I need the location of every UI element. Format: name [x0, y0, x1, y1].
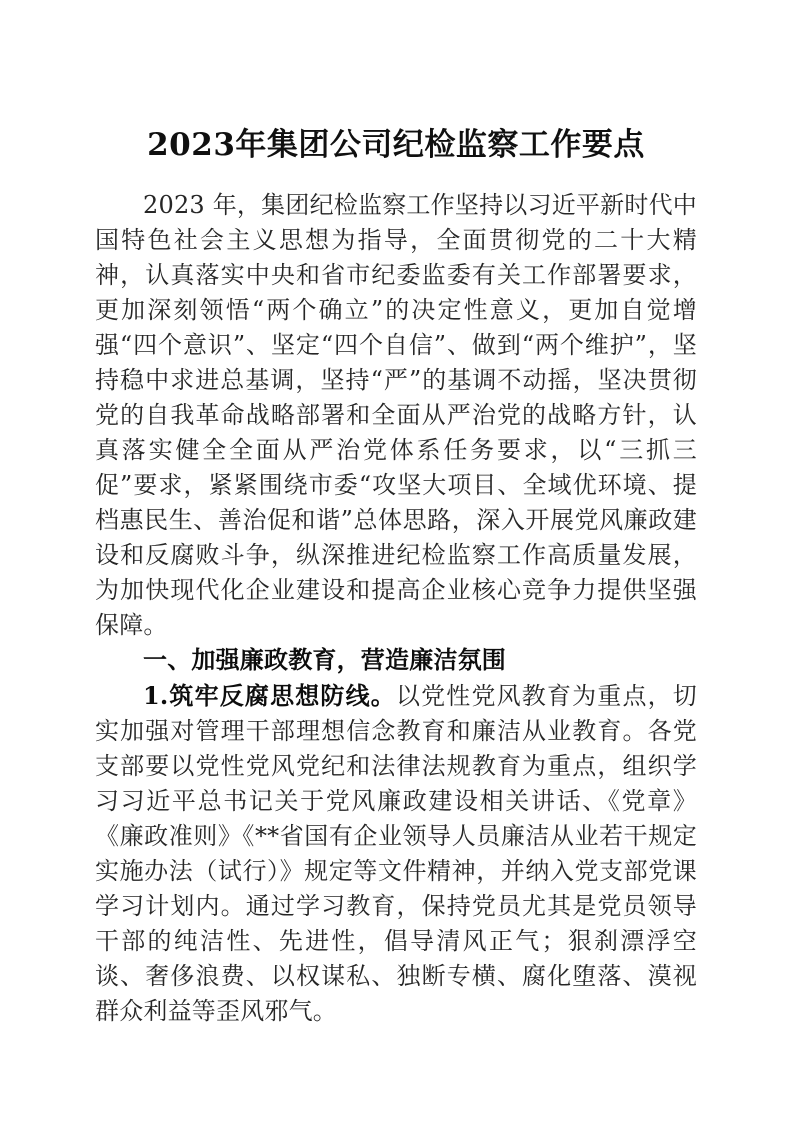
paragraph-item-1: [95, 678, 697, 1029]
item-1-body-text: 以党性党风教育为重点，切实加强对管理干部理想信念教育和廉洁从业教育。各党支部要以党性党风党纪和法律法规教育为重点，组织学习习近平总书记关于党风廉政建设相关讲话、《党章》《廉政准则》《**省国有企业领导人员廉洁从业若干规定实施办法（试行）》规定等文件精神，并纳入党支部党课学习计划内。通过学习教育，保持党员尤其是党员领导干部的纯洁性、先进性，倡导清风正气；狠刹漂浮空谈、奢侈浪费、以权谋私、独断专横、腐化堕落、漠视群众利益等歪风邪气。: [95, 682, 697, 1025]
section-heading-1: 一、加强廉政教育，营造廉洁氛围: [143, 646, 506, 674]
item-1-lead-label: 1.筑牢反腐思想防线。: [143, 681, 396, 710]
paragraph-intro: 2023 年，集团纪检监察工作坚持以习近平新时代中国特色社会主义思想为指导，全面贯彻党的二十大精神，认真落实中央和省市纪委监委有关工作部署要求，更加深刻领悟“两个确立”的决定性意义，更加自觉增强“四个意识”、坚定“四个自信”、做到“两个维护”，坚持稳中求进总基调，坚持“严”的基调不动摇，坚决贯彻党的自我革命战略部署和全面从严治党的战略方针，认真落实健全全面从严治党体系任务要求，以“三抓三促”要求，紧紧围绕市委“攻坚大项目、全域优环境、提档惠民生、善治促和谐”总体思路，深入开展党风廉政建设和反腐败斗争，纵深推进纪检监察工作高质量发展，为加快现代化企业建设和提高企业核心竞争力提供坚强保障。: [95, 191, 697, 639]
page-title: 2023年集团公司纪检监察工作要点: [147, 126, 645, 163]
document-body: [95, 188, 697, 1029]
